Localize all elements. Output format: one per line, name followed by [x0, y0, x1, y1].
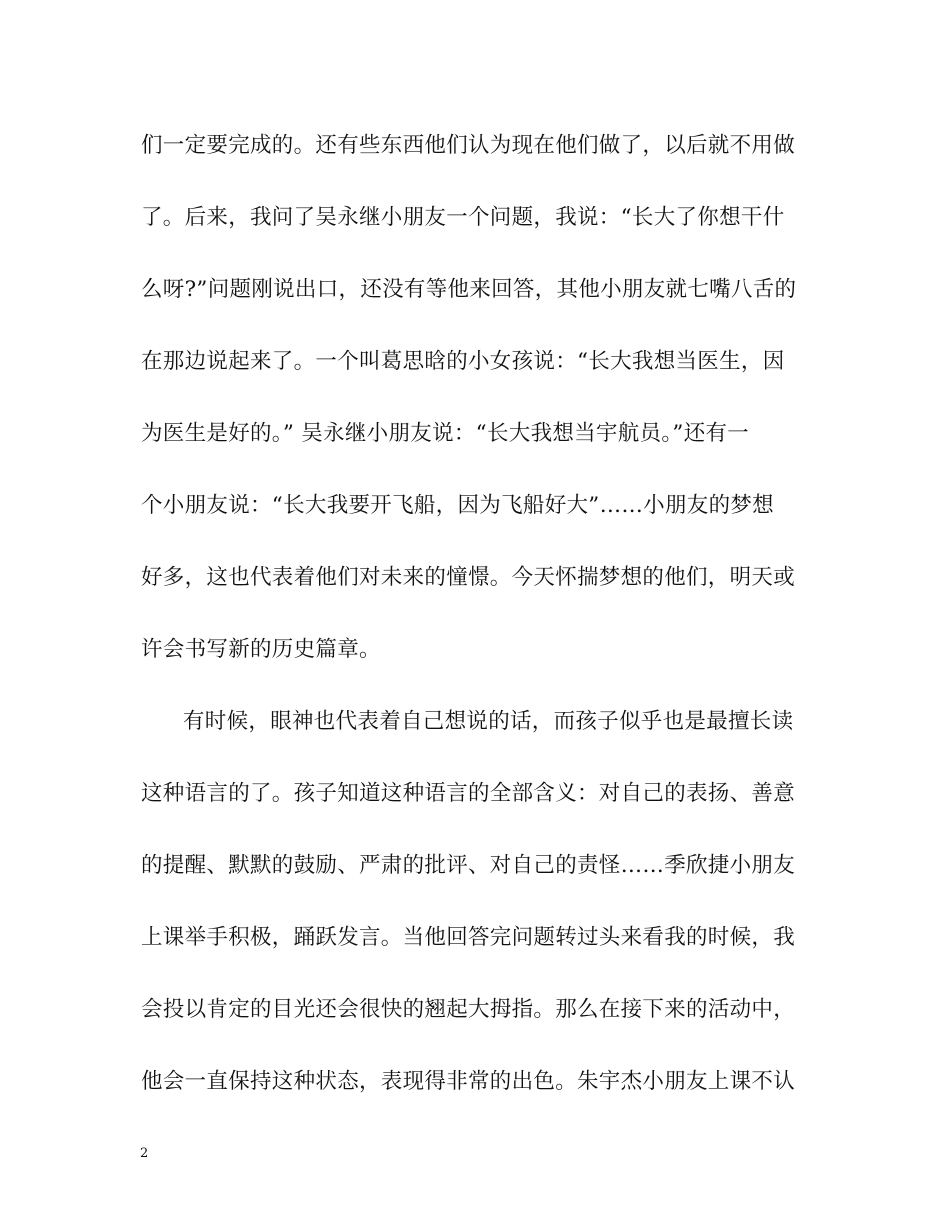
text-line: 会投以肯定的目光还会很快的翘起大拇指。那么在接下来的活动中， — [141, 997, 796, 1022]
text-line: 们一定要完成的。还有些东西他们认为现在他们做了，以后就不用做 — [141, 133, 796, 158]
text-line: 许会书写新的历史篇章。 — [141, 637, 381, 662]
text-line: 好多，这也代表着他们对未来的憧憬。今天怀揣梦想的他们，明天或 — [141, 565, 796, 590]
text-line: 么呀?”问题刚说出口，还没有等他来回答，其他小朋友就七嘴八舌的 — [141, 277, 797, 302]
text-line: 上课举手积极，踊跃发言。当他回答完问题转过头来看我的时候，我 — [141, 925, 796, 950]
text-line: 了。后来，我问了吴永继小朋友一个问题，我说：“长大了你想干什 — [141, 205, 785, 230]
text-line: 的提醒、默默的鼓励、严肃的批评、对自己的责怪……季欣捷小朋友 — [141, 853, 796, 878]
text-line: 个小朋友说：“长大我要开飞船，因为飞船好大”……小朋友的梦想 — [141, 493, 774, 518]
text-line: 为医生是好的。” 吴永继小朋友说：“长大我想当宇航员。”还有一 — [141, 421, 750, 446]
text-line: 这种语言的了。孩子知道这种语言的全部含义：对自己的表扬、善意 — [141, 781, 796, 806]
text-line: 在那边说起来了。一个叫葛思晗的小女孩说：“长大我想当医生，因 — [141, 349, 785, 374]
text-line: 他会一直保持这种状态，表现得非常的出色。朱宇杰小朋友上课不认 — [141, 1069, 796, 1094]
page-number: 2 — [140, 1146, 149, 1161]
paragraph-first-line: 有时候，眼神也代表着自己想说的话，而孩子似乎也是最擅长读 — [183, 709, 794, 734]
